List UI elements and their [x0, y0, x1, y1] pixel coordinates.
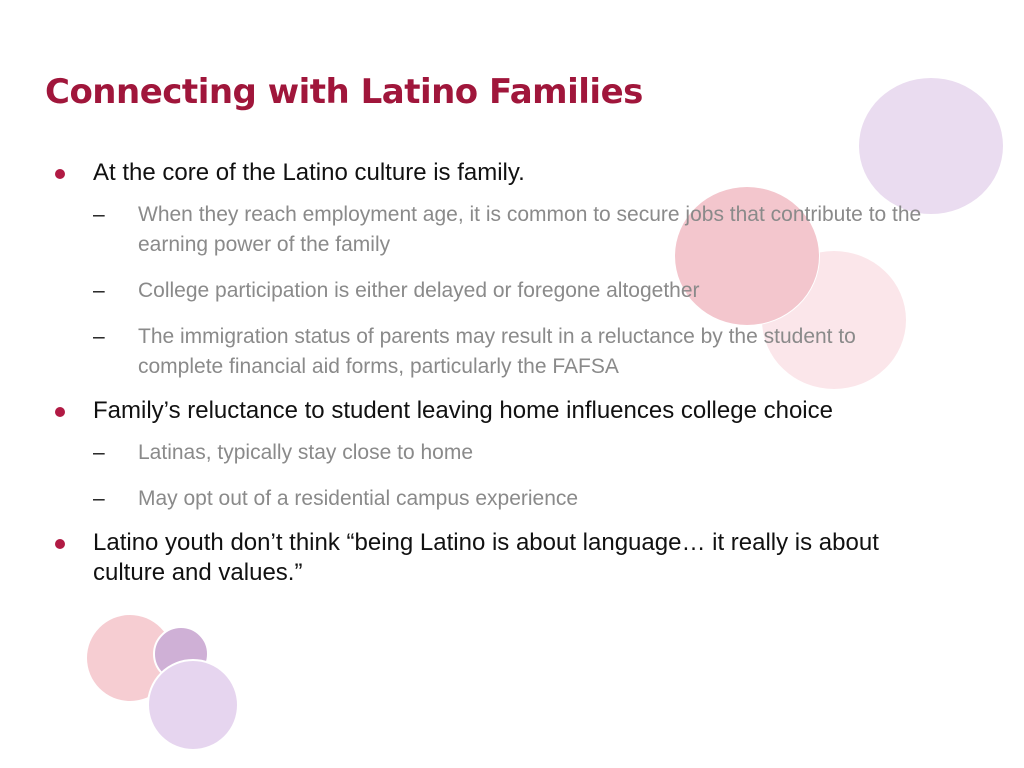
bullet-item [55, 396, 935, 514]
bullet-item [55, 158, 935, 382]
sub-list [93, 200, 935, 382]
bullet-dot-icon [55, 407, 65, 417]
slide-body [55, 158, 935, 588]
bullet-text: Latino youth don’t think “being Latino is about language… it really is about culture and values.” [93, 529, 879, 586]
sub-item-text: Latinas, typically stay close to home [138, 441, 473, 464]
dash-icon: – [93, 441, 105, 464]
dash-icon: – [93, 487, 105, 510]
dash-icon: – [93, 325, 105, 348]
dash-icon: – [93, 203, 105, 226]
sub-item [93, 200, 935, 260]
sub-item-text: When they reach employment age, it is common to secure jobs that contribute to the earning power of the family [138, 203, 922, 256]
bullet-dot-icon [55, 169, 65, 179]
sub-item [93, 484, 935, 514]
sub-item [93, 276, 935, 306]
sub-list [93, 438, 935, 514]
dash-icon: – [93, 279, 105, 302]
sub-item [93, 322, 935, 382]
bullet-dot-icon [55, 539, 65, 549]
decor-circle-lavender-small [147, 659, 239, 751]
sub-item [93, 438, 935, 468]
sub-item-text: The immigration status of parents may result in a reluctance by the student to complete financial aid forms, particularly the FAFSA [138, 325, 856, 378]
sub-item-text: College participation is either delayed or foregone altogether [138, 279, 700, 302]
slide-title: Connecting with Latino Families [45, 72, 643, 112]
bullet-text: At the core of the Latino culture is family. [93, 159, 525, 186]
sub-item-text: May opt out of a residential campus experience [138, 487, 579, 510]
bullet-item [55, 528, 935, 588]
bullet-text: Family’s reluctance to student leaving home influences college choice [93, 397, 833, 424]
